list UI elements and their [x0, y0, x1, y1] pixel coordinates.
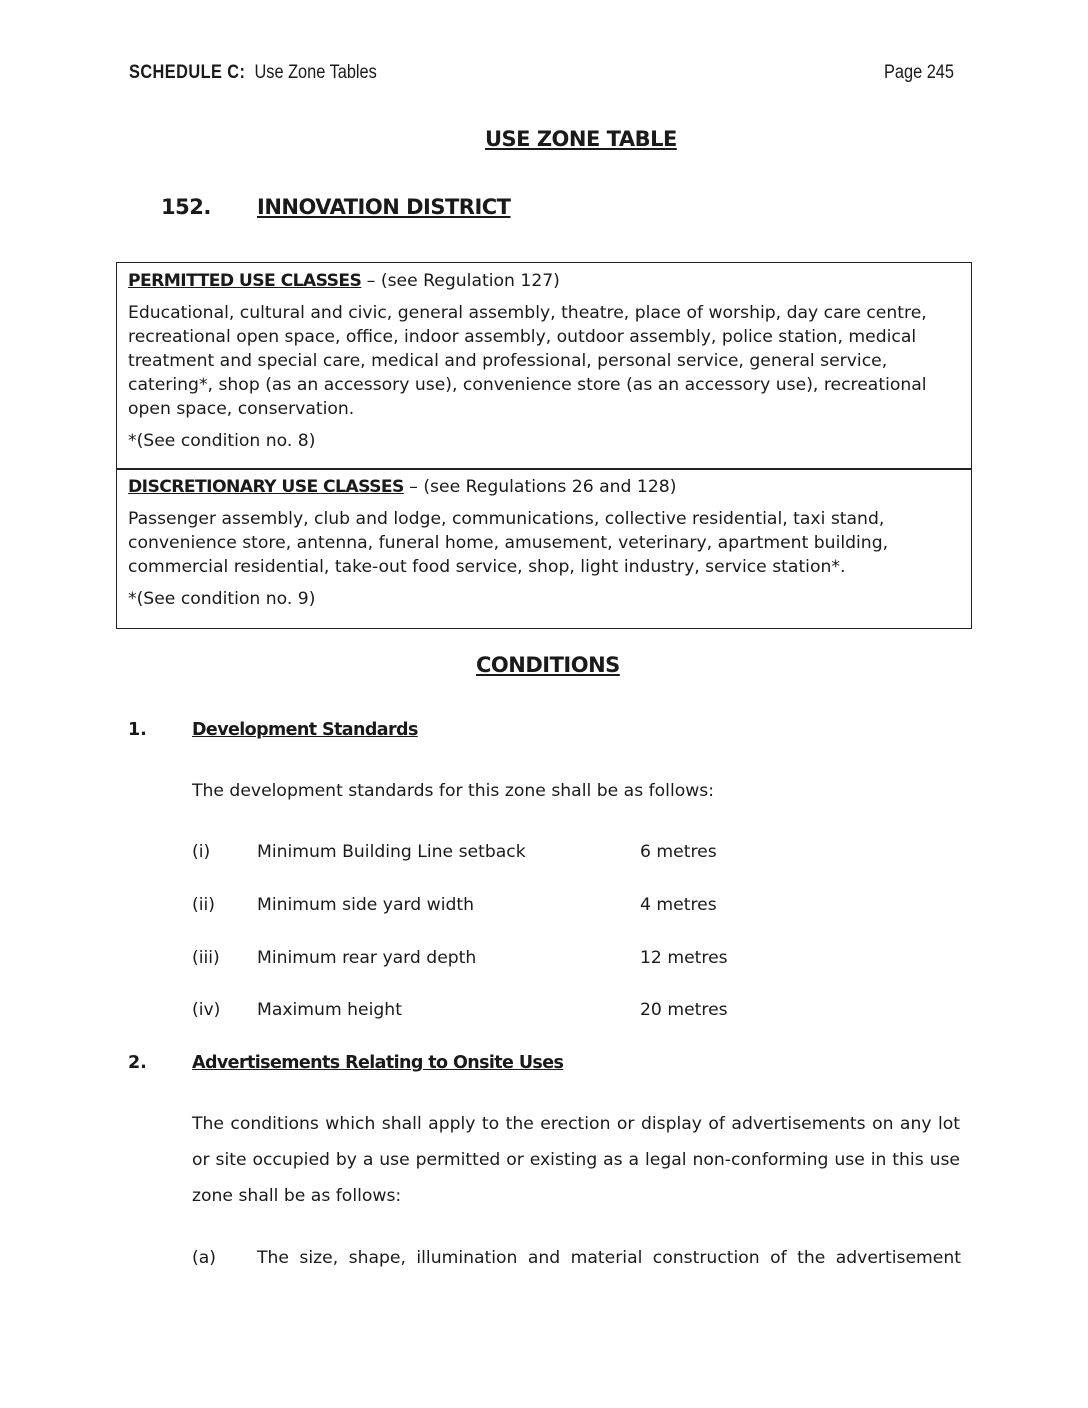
page-number: Page 245 — [884, 62, 954, 83]
standard-row-value: 4 metres — [640, 895, 717, 915]
discretionary-note: *(See condition no. 9) — [128, 589, 316, 609]
section-2-number: 2. — [128, 1053, 147, 1073]
district-number: 152. — [161, 195, 211, 219]
conditions-title: CONDITIONS — [476, 653, 620, 677]
section-2-intro: The conditions which shall apply to the erection or display of advertisements on any lot or site occupied by a use permitted or existing as a legal non-conforming use in this use zone shall be as follows: — [192, 1114, 960, 1206]
section-1-intro: The development standards for this zone shall be as follows: — [192, 781, 715, 801]
discretionary-use-box — [116, 468, 972, 629]
section-2-item-a-text: The size, shape, illumination and material construction of the advertisement — [257, 1248, 961, 1268]
permitted-text: Educational, cultural and civic, general assembly, theatre, place of worship, day care centre, recreational open space, office, indoor assembly, outdoor assembly, police station, medical treatment and special care, medical and professional, personal service, general service, catering*, shop (as an accessory use), convenience store (as an accessory use), recreational open space, conservation. — [128, 303, 927, 419]
page-title: USE ZONE TABLE — [485, 127, 677, 151]
running-header-schedule — [129, 62, 377, 84]
standard-row-label: Maximum height — [257, 1000, 402, 1020]
discretionary-heading-line — [128, 475, 961, 499]
district-name: INNOVATION DISTRICT — [257, 195, 511, 219]
standard-row-value: 12 metres — [640, 948, 728, 968]
standard-row-num: (iv) — [192, 1000, 221, 1020]
standard-row-label: Minimum side yard width — [257, 895, 475, 915]
permitted-ref: – (see Regulation 127) — [361, 271, 560, 291]
permitted-use-box — [116, 262, 972, 470]
schedule-title: Use Zone Tables — [254, 62, 377, 83]
discretionary-heading: DISCRETIONARY USE CLASSES — [128, 477, 404, 497]
standard-row-value: 20 metres — [640, 1000, 728, 1020]
section-2-title: Advertisements Relating to Onsite Uses — [192, 1053, 564, 1073]
standard-row-label: Minimum Building Line setback — [257, 842, 526, 862]
standard-row-num: (iii) — [192, 948, 220, 968]
section-1-title: Development Standards — [192, 720, 418, 740]
standard-row-label: Minimum rear yard depth — [257, 948, 477, 968]
discretionary-text: Passenger assembly, club and lodge, communications, collective residential, taxi stand, convenience store, antenna, funeral home, amusement, veterinary, apartment building, commercial residential, take-out food service, shop, light industry, service station*. — [128, 509, 889, 577]
standard-row-value: 6 metres — [640, 842, 717, 862]
section-2-item-a-num: (a) — [192, 1248, 216, 1268]
standard-row-num: (i) — [192, 842, 211, 862]
standard-row-num: (ii) — [192, 895, 215, 915]
permitted-heading: PERMITTED USE CLASSES — [128, 271, 362, 291]
permitted-heading-line — [128, 269, 961, 293]
section-1-number: 1. — [128, 720, 147, 740]
schedule-label: SCHEDULE C: — [129, 62, 246, 83]
discretionary-ref: – (see Regulations 26 and 128) — [403, 477, 677, 497]
permitted-note: *(See condition no. 8) — [128, 431, 316, 451]
